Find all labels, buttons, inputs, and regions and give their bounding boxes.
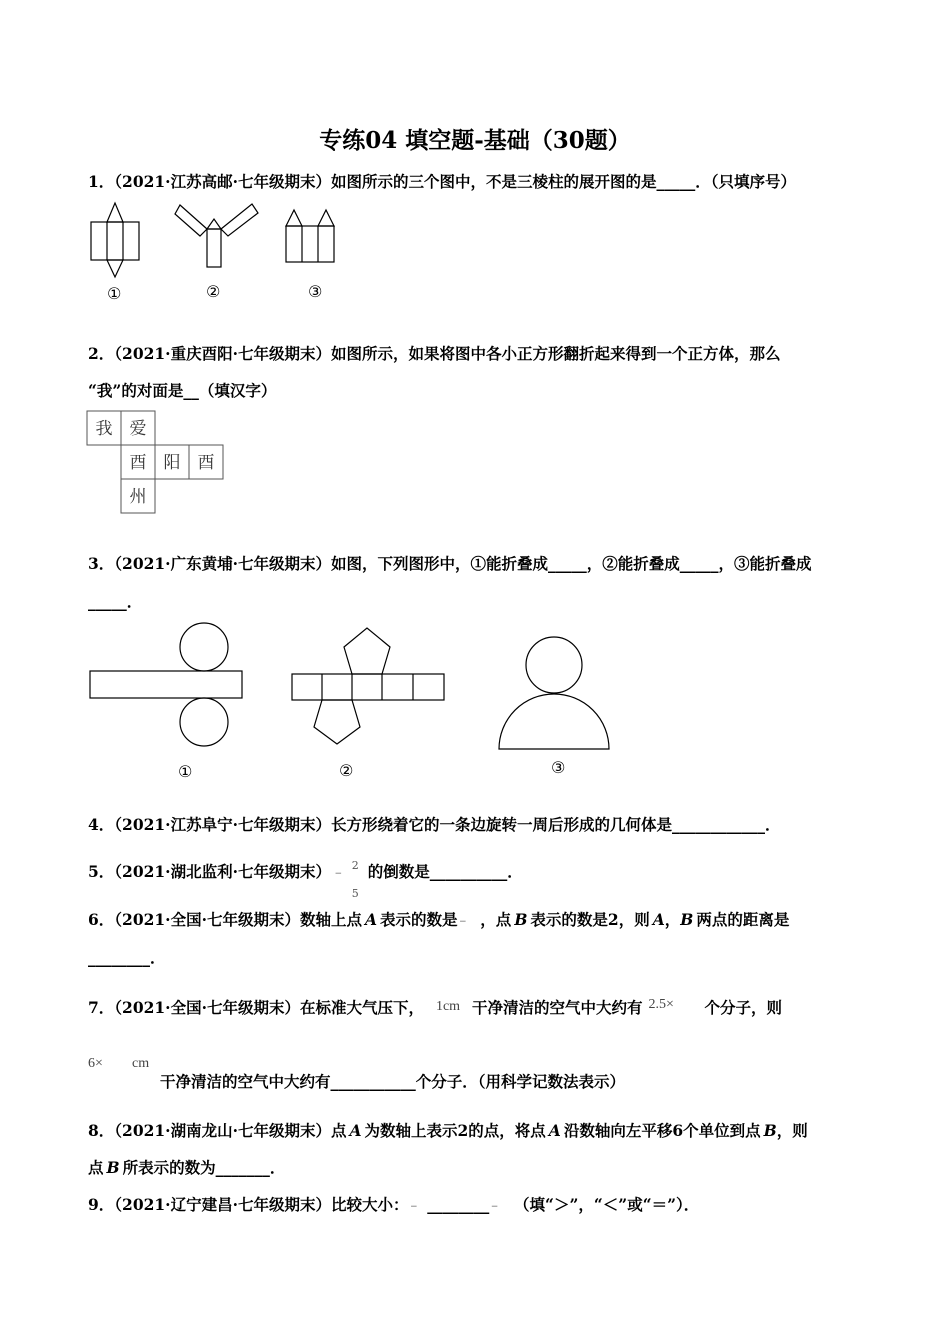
q2-cell-yang: 阳 bbox=[163, 453, 181, 473]
q2-cell-zhou: 州 bbox=[129, 487, 147, 507]
q6-point-b: B bbox=[514, 910, 528, 929]
question-9 bbox=[88, 1193, 699, 1215]
q7-num2: 6× bbox=[88, 1056, 103, 1071]
q9-minus-2: − bbox=[491, 1199, 499, 1213]
q8-text-e: 点 bbox=[88, 1158, 104, 1177]
q6-mid2: ，点 bbox=[480, 910, 512, 929]
q3-label-3: ③ bbox=[551, 758, 566, 777]
question-2-line1: 2．（2021·重庆酉阳·七年级期末）如图所示，如果将图中各小正方形翻折起来得到一个正方体，那么 bbox=[88, 344, 781, 363]
q2-cell-ai: 爱 bbox=[129, 419, 147, 439]
q5-prefix: 5．（2021·湖北监利·七年级期末） bbox=[88, 862, 331, 881]
q7-suffix: 个分子，则 bbox=[704, 998, 782, 1017]
q8-text-b: 为数轴上表示2的点，将点 bbox=[364, 1121, 546, 1140]
q8-text-f: 所表示的数为_______． bbox=[122, 1158, 286, 1177]
q6-mid3: 表示的数是2，则 bbox=[530, 910, 650, 929]
question-6-line1 bbox=[88, 908, 789, 930]
question-3-line2: _____． bbox=[88, 592, 143, 611]
question-7-line2 bbox=[88, 1056, 626, 1092]
q7-line2-text: 干净清洁的空气中大约有___________个分子．（用科学记数法表示） bbox=[160, 1072, 626, 1091]
q8-point-a2: A bbox=[548, 1121, 561, 1140]
q5-numerator: 2 bbox=[351, 859, 359, 872]
q8-point-b2: B bbox=[106, 1158, 120, 1177]
q3-label-2: ② bbox=[339, 761, 354, 780]
q8-text-d: ，则 bbox=[776, 1121, 808, 1140]
q1-label-1: ① bbox=[107, 284, 122, 303]
q9-blank: ________ bbox=[427, 1195, 490, 1214]
question-1: 1．（2021·江苏高邮·七年级期末）如图所示的三个图中，不是三棱柱的展开图的是_____．（只填序号） bbox=[88, 172, 796, 191]
question-8-line2 bbox=[88, 1156, 285, 1178]
q5-denominator: 5 bbox=[351, 887, 359, 900]
q2-cell-you2: 酉 bbox=[197, 453, 215, 473]
q6-point-a: A bbox=[364, 910, 377, 929]
page-title: 专练04 填空题-基础（30题） bbox=[319, 127, 631, 154]
q2-cell-you1: 酉 bbox=[129, 453, 147, 473]
q7-num1: 2.5× bbox=[648, 997, 674, 1012]
q8-point-a: A bbox=[349, 1121, 362, 1140]
q9-minus-1: − bbox=[410, 1199, 418, 1213]
q7-prefix: 7．（2021·全国·七年级期末）在标准大气压下， bbox=[88, 998, 424, 1017]
q6-comma: ， bbox=[664, 910, 681, 929]
q5-suffix: 的倒数是__________． bbox=[367, 862, 523, 881]
question-4: 4．（2021·江苏阜宁·七年级期末）长方形绕着它的一条边旋转一周后形成的几何体是____________． bbox=[88, 815, 781, 834]
q5-minus: − bbox=[334, 866, 342, 880]
q8-text-c: 沿数轴向左平移6个单位到点 bbox=[563, 1121, 761, 1140]
q2-cell-wo: 我 bbox=[95, 419, 113, 439]
q9-prefix: 9．（2021·辽宁建昌·七年级期末）比较大小： bbox=[88, 1195, 409, 1214]
q6-prefix: 6．（2021·全国·七年级期末）数轴上点 bbox=[88, 910, 362, 929]
q3-label-1: ① bbox=[178, 762, 193, 781]
question-5 bbox=[88, 859, 523, 900]
q1-label-3: ③ bbox=[308, 282, 323, 301]
q8-point-b: B bbox=[763, 1121, 777, 1140]
question-3-line1: 3．（2021·广东黄埔·七年级期末）如图，下列图形中，①能折叠成_____，②能折叠成_____，③能折叠成 bbox=[88, 554, 812, 573]
q6-end: 两点的距离是 bbox=[696, 910, 790, 929]
q6-minus: − bbox=[459, 914, 467, 928]
q7-cm2: cm bbox=[132, 1056, 150, 1071]
q6-point-b2: B bbox=[680, 910, 694, 929]
q8-text-a: 8．（2021·湖南龙山·七年级期末）点 bbox=[88, 1121, 347, 1140]
q1-label-2: ② bbox=[206, 282, 221, 301]
question-6-line2: ________． bbox=[88, 948, 166, 967]
q7-cm1: 1cm bbox=[435, 999, 461, 1014]
q6-mid1: 表示的数是 bbox=[380, 910, 458, 929]
question-7-line1 bbox=[88, 996, 782, 1018]
q9-suffix: （填“＞”，“＜”或“＝”）． bbox=[514, 1195, 700, 1214]
question-8-line1 bbox=[88, 1119, 808, 1141]
question-2-line2: “我”的对面是__（填汉字） bbox=[88, 381, 277, 400]
q6-point-a2: A bbox=[652, 910, 665, 929]
q7-mid: 干净清洁的空气中大约有 bbox=[471, 998, 643, 1017]
